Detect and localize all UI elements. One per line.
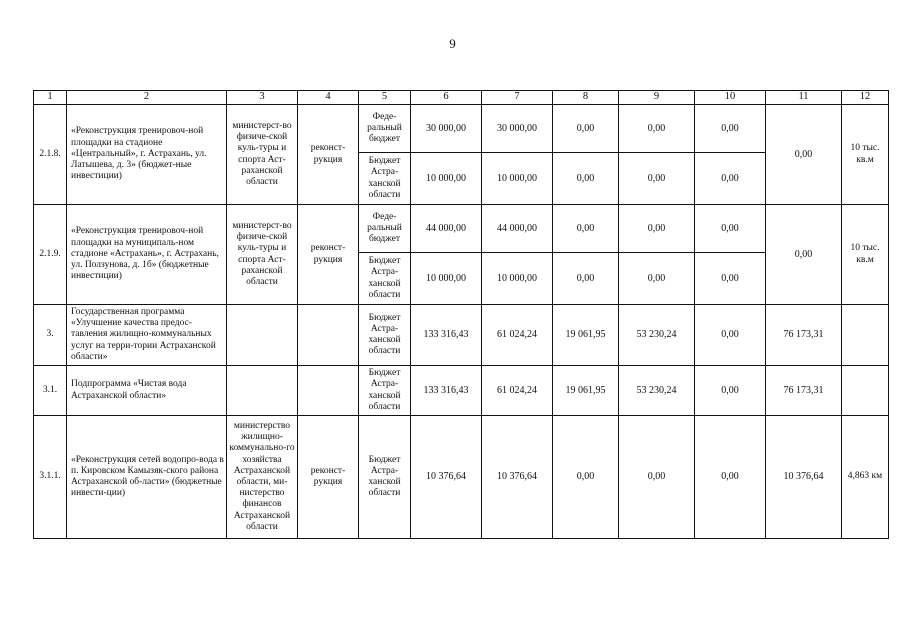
cell-col7: 10 376,64 — [482, 416, 553, 539]
cell-col10: 0,00 — [695, 416, 766, 539]
col-header: 12 — [842, 91, 889, 105]
executor: министерство жилищно-коммунально-го хозяйства Астраханской области, ми-нистерство финансов Астраханской области — [227, 416, 298, 539]
cell-col10: 0,00 — [695, 153, 766, 205]
cell-col9: 0,00 — [619, 205, 695, 253]
cell-col6: 44 000,00 — [411, 205, 482, 253]
col-header: 1 — [34, 91, 67, 105]
work-type: реконст-рукция — [298, 105, 359, 205]
col-header: 10 — [695, 91, 766, 105]
col-header: 2 — [67, 91, 227, 105]
cell-col8: 19 061,95 — [553, 366, 619, 416]
table-row — [34, 366, 889, 416]
col-header: 5 — [359, 91, 411, 105]
cell-col11: 0,00 — [766, 205, 842, 305]
work-type: реконст-рукция — [298, 205, 359, 305]
col-header: 11 — [766, 91, 842, 105]
cell-col10: 0,00 — [695, 105, 766, 153]
cell-col9: 0,00 — [619, 416, 695, 539]
table-row — [34, 416, 889, 539]
cell-col10: 0,00 — [695, 305, 766, 366]
cell-col10: 0,00 — [695, 366, 766, 416]
funding-source: Бюджет Астра-ханской области — [359, 416, 411, 539]
cell-col12: 10 тыс. кв.м — [842, 105, 889, 205]
budget-table — [33, 90, 889, 539]
cell-col9: 0,00 — [619, 253, 695, 305]
page-number: 9 — [449, 36, 456, 51]
funding-source: Бюджет Астра-ханской области — [359, 366, 411, 416]
item-name: Государственная программа «Улучшение качества предос-тавления жилищно-коммунальных услуг на терри-тории Астраханской области» — [67, 305, 227, 366]
cell-col12 — [842, 366, 889, 416]
cell-col7: 61 024,24 — [482, 305, 553, 366]
cell-col9: 53 230,24 — [619, 366, 695, 416]
work-type: реконст-рукция — [298, 416, 359, 539]
cell-col8: 0,00 — [553, 153, 619, 205]
cell-col9: 53 230,24 — [619, 305, 695, 366]
col-header: 9 — [619, 91, 695, 105]
header-row — [34, 91, 889, 105]
table-row — [34, 205, 889, 253]
row-number: 2.1.8. — [34, 105, 67, 205]
cell-col7: 44 000,00 — [482, 205, 553, 253]
cell-col6: 30 000,00 — [411, 105, 482, 153]
cell-col11: 76 173,31 — [766, 366, 842, 416]
item-name: «Реконструкция тренировоч-ной площадки на муниципаль-ном стадионе «Астрахань», г. Астрахань, ул. Ползунова, д. 1б» (бюджетные инвестиции) — [67, 205, 227, 305]
cell-col7: 10 000,00 — [482, 253, 553, 305]
executor — [227, 366, 298, 416]
row-number: 2.1.9. — [34, 205, 67, 305]
cell-col8: 19 061,95 — [553, 305, 619, 366]
col-header: 6 — [411, 91, 482, 105]
cell-col8: 0,00 — [553, 105, 619, 153]
row-number: 3. — [34, 305, 67, 366]
executor — [227, 305, 298, 366]
cell-col12: 10 тыс. кв.м — [842, 205, 889, 305]
cell-col11: 0,00 — [766, 105, 842, 205]
table-row — [34, 105, 889, 153]
cell-col12: 4,863 км — [842, 416, 889, 539]
col-header: 8 — [553, 91, 619, 105]
cell-col8: 0,00 — [553, 205, 619, 253]
cell-col6: 10 376,64 — [411, 416, 482, 539]
item-name: «Реконструкция сетей водопро-вода в п. Кировском Камызяк-ского района Астраханской об-ласти» (бюджетные инвести-ции) — [67, 416, 227, 539]
item-name: Подпрограмма «Чистая вода Астраханской области» — [67, 366, 227, 416]
cell-col7: 10 000,00 — [482, 153, 553, 205]
cell-col7: 30 000,00 — [482, 105, 553, 153]
cell-col10: 0,00 — [695, 205, 766, 253]
cell-col8: 0,00 — [553, 416, 619, 539]
funding-source: Феде-ральный бюджет — [359, 105, 411, 153]
cell-col11: 10 376,64 — [766, 416, 842, 539]
cell-col9: 0,00 — [619, 105, 695, 153]
cell-col8: 0,00 — [553, 253, 619, 305]
executor: министерст-во физиче-ской куль-туры и спорта Аст-раханской области — [227, 205, 298, 305]
cell-col7: 61 024,24 — [482, 366, 553, 416]
item-name: «Реконструкция тренировоч-ной площадки на стадионе «Центральный», г. Астрахань, ул. Латышева, д. 3» (бюджет-ные инвестиции) — [67, 105, 227, 205]
row-number: 3.1.1. — [34, 416, 67, 539]
cell-col6: 133 316,43 — [411, 305, 482, 366]
funding-source: Бюджет Астра-ханской области — [359, 153, 411, 205]
table-row — [34, 305, 889, 366]
cell-col6: 10 000,00 — [411, 153, 482, 205]
col-header: 3 — [227, 91, 298, 105]
work-type — [298, 366, 359, 416]
executor: министерст-во физиче-ской куль-туры и спорта Аст-раханской области — [227, 105, 298, 205]
cell-col10: 0,00 — [695, 253, 766, 305]
col-header: 4 — [298, 91, 359, 105]
funding-source: Бюджет Астра-ханской области — [359, 305, 411, 366]
cell-col12 — [842, 305, 889, 366]
funding-source: Феде-ральный бюджет — [359, 205, 411, 253]
funding-source: Бюджет Астра-ханской области — [359, 253, 411, 305]
work-type — [298, 305, 359, 366]
row-number: 3.1. — [34, 366, 67, 416]
cell-col11: 76 173,31 — [766, 305, 842, 366]
col-header: 7 — [482, 91, 553, 105]
cell-col6: 10 000,00 — [411, 253, 482, 305]
cell-col6: 133 316,43 — [411, 366, 482, 416]
cell-col9: 0,00 — [619, 153, 695, 205]
